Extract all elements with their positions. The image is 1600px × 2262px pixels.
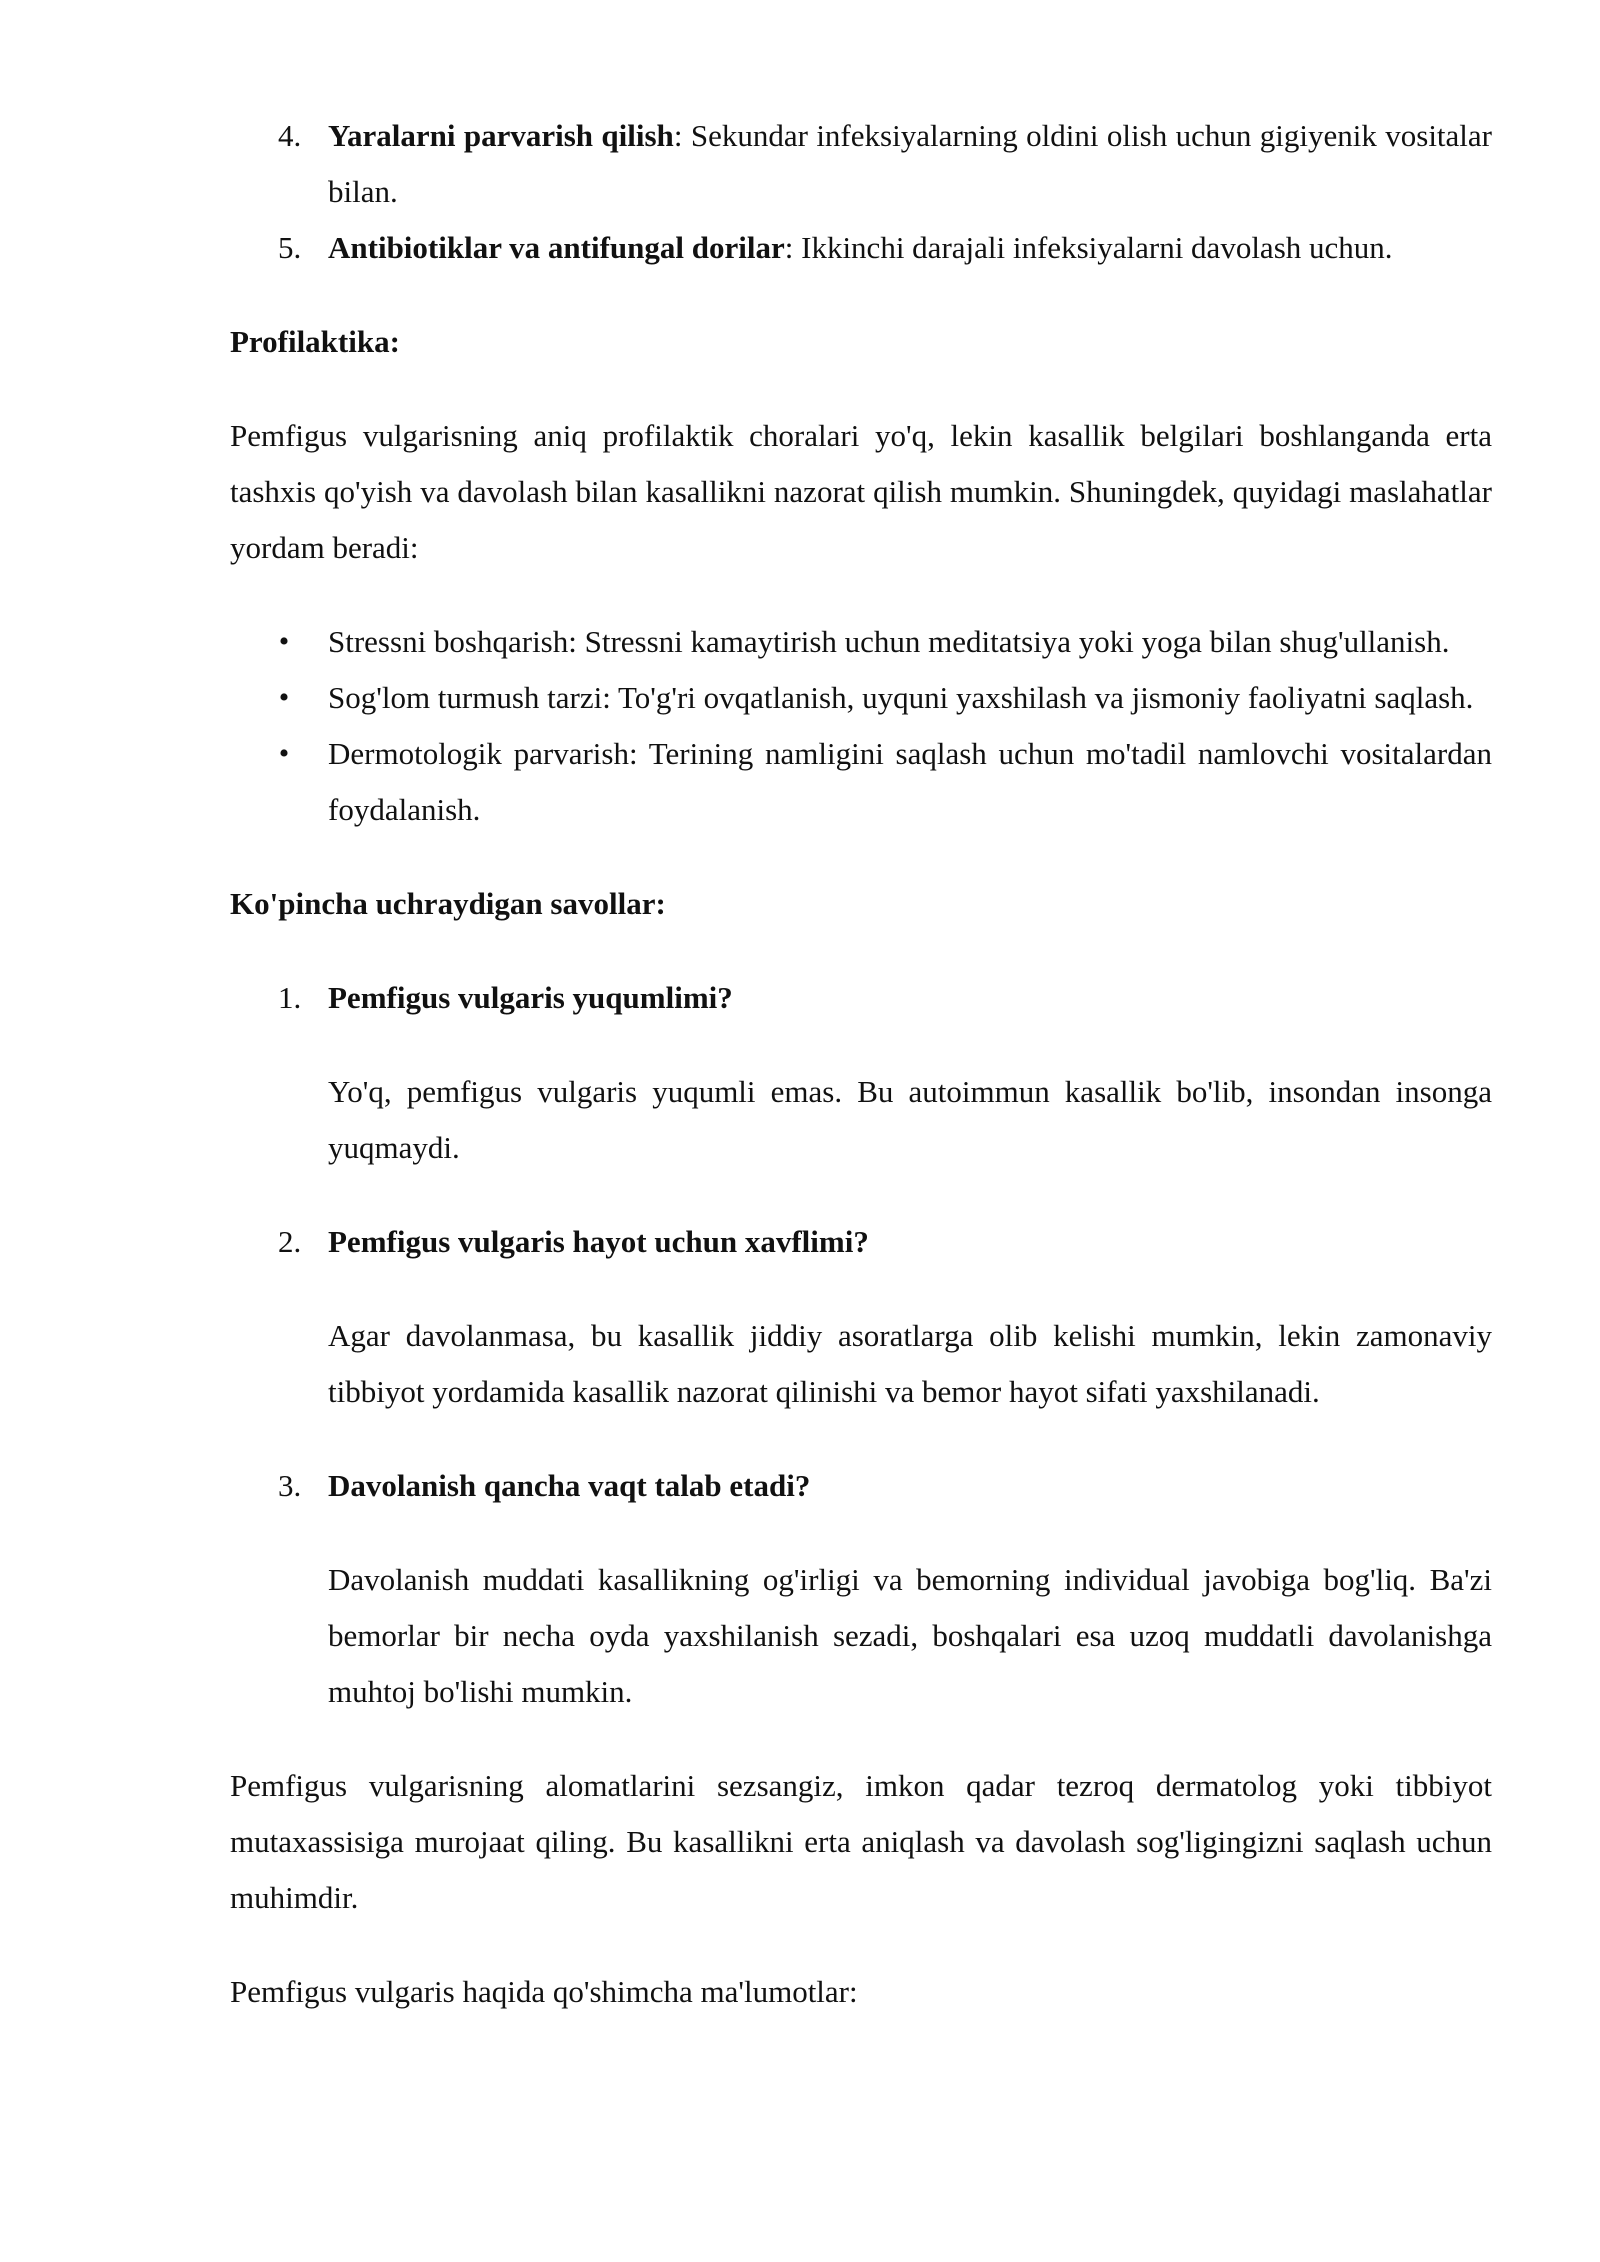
- prevention-heading: Profilaktika:: [230, 324, 400, 359]
- faq-question-row: [230, 1458, 1492, 1514]
- list-number: 5.: [278, 230, 302, 265]
- list-item-text: Sog'lom turmush tarzi: To'g'ri ovqatlanish, uyquni yaxshilash va jismoniy faoliyatni saqlash.: [328, 680, 1474, 715]
- list-item-title: Antibiotiklar va antifungal dorilar: [328, 230, 785, 265]
- more-info-label: Pemfigus vulgaris haqida qo'shimcha ma'lumotlar:: [230, 1974, 858, 2009]
- faq-question-row: [230, 1214, 1492, 1270]
- faq-item: [230, 1458, 1492, 1720]
- bullet-icon: •: [278, 625, 290, 658]
- list-item-separator: :: [784, 230, 794, 265]
- prevention-tips-list: [230, 614, 1492, 838]
- list-item: [230, 220, 1492, 276]
- list-number: 3.: [278, 1468, 302, 1503]
- list-item-title: Yaralarni parvarish qilish: [328, 118, 674, 153]
- treatment-list: [230, 108, 1492, 276]
- list-item-text: Stressni boshqarish: Stressni kamaytirish uchun meditatsiya yoki yoga bilan shug'ullanish.: [328, 624, 1450, 659]
- faq-list: [230, 970, 1492, 1720]
- list-item: [230, 726, 1492, 838]
- faq-question-row: [230, 970, 1492, 1026]
- faq-answer: Agar davolanmasa, bu kasallik jiddiy asoratlarga olib kelishi mumkin, lekin zamonaviy tibbiyot yordamida kasallik nazorat qilinishi va bemor hayot sifati yaxshilanadi.: [328, 1318, 1492, 1409]
- list-number: 1.: [278, 980, 302, 1015]
- faq-question: Pemfigus vulgaris hayot uchun xavflimi?: [328, 1224, 869, 1259]
- faq-question: Davolanish qancha vaqt talab etadi?: [328, 1468, 811, 1503]
- faq-item: [230, 970, 1492, 1214]
- prevention-paragraph: Pemfigus vulgarisning aniq profilaktik choralari yo'q, lekin kasallik belgilari boshlanganda erta tashxis qo'yish va davolash bilan kasallikni nazorat qilish mumkin. Shuningdek, quyidagi maslahatlar yordam beradi:: [230, 418, 1492, 565]
- faq-heading: Ko'pincha uchraydigan savollar:: [230, 886, 666, 921]
- faq-question: Pemfigus vulgaris yuqumlimi?: [328, 980, 733, 1015]
- list-number: 4.: [278, 118, 302, 153]
- faq-item: [230, 1214, 1492, 1458]
- list-item-text: Dermotologik parvarish: Terining namligini saqlash uchun mo'tadil namlovchi vositalardan foydalanish.: [328, 736, 1492, 827]
- list-item: [230, 670, 1492, 726]
- faq-answer: Davolanish muddati kasallikning og'irligi va bemorning individual javobiga bog'liq. Ba'zi bemorlar bir necha oyda yaxshilanish sezadi, boshqalari esa uzoq muddatli davolanishga muhtoj bo'lishi mumkin.: [328, 1562, 1492, 1709]
- list-number: 2.: [278, 1224, 302, 1259]
- list-item: [230, 108, 1492, 220]
- closing-paragraph: Pemfigus vulgarisning alomatlarini sezsangiz, imkon qadar tezroq dermatolog yoki tibbiyot mutaxassisiga murojaat qiling. Bu kasallikni erta aniqlash va davolash sog'ligingizni saqlash uchun muhimdir.: [230, 1768, 1492, 1915]
- list-item: [230, 614, 1492, 670]
- list-item-text: Ikkinchi darajali infeksiyalarni davolash uchun.: [793, 230, 1393, 265]
- bullet-icon: •: [278, 681, 290, 714]
- document-page: [230, 108, 1492, 2020]
- list-item-separator: :: [673, 118, 683, 153]
- bullet-icon: •: [278, 737, 290, 770]
- list-item-text: Sekundar infeksiyalarning oldini olish uchun gigiyenik vositalar bilan.: [328, 118, 1492, 209]
- faq-answer: Yo'q, pemfigus vulgaris yuqumli emas. Bu autoimmun kasallik bo'lib, insondan insonga yuqmaydi.: [328, 1074, 1492, 1165]
